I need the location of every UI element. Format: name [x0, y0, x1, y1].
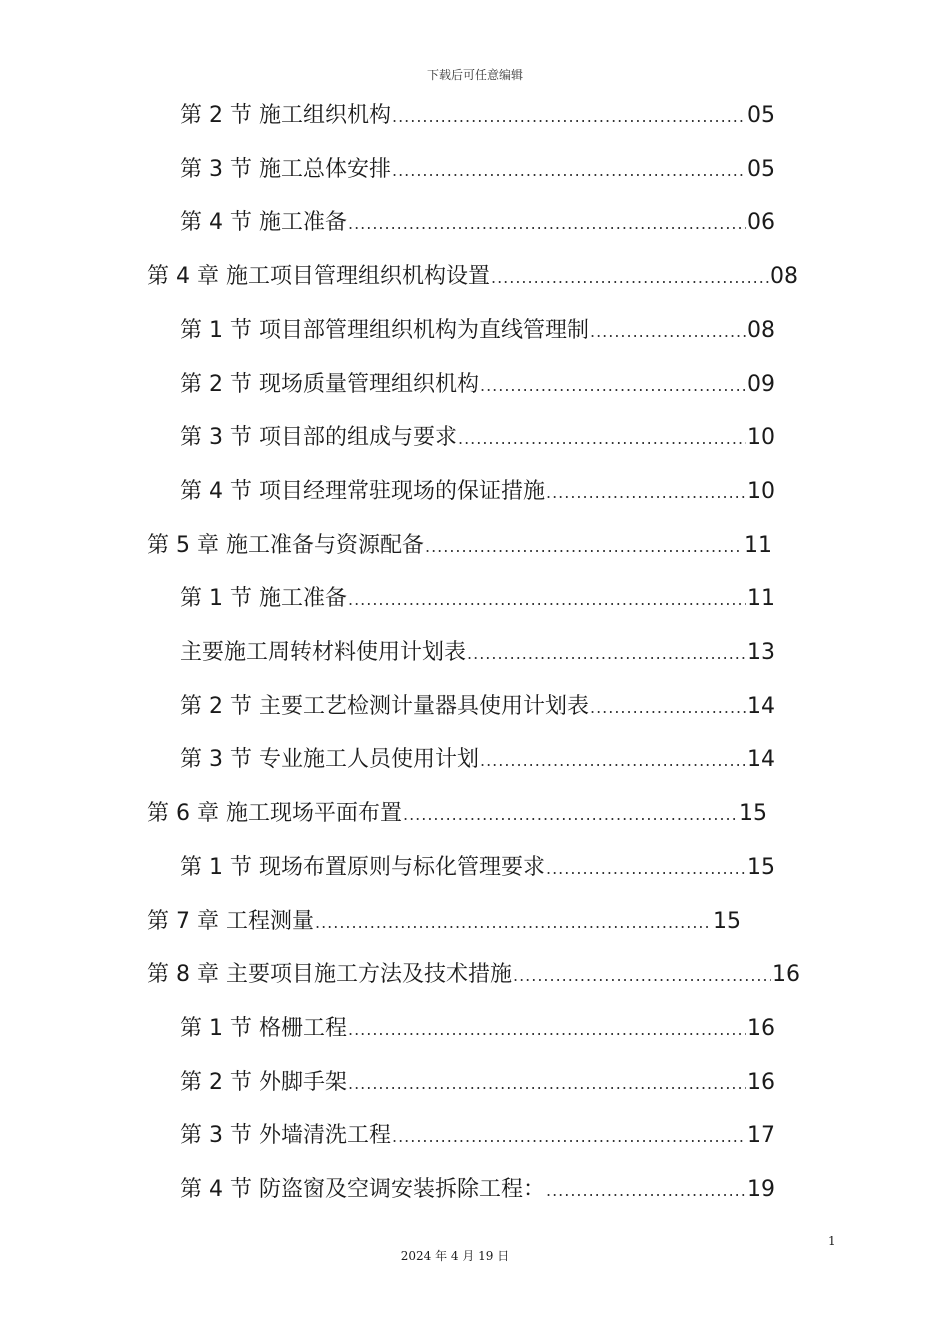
toc-entry-label: 第 8 章 主要项目施工方法及技术措施: [147, 962, 512, 988]
page-number: 1: [828, 1234, 836, 1248]
toc-dot-leader: [392, 155, 746, 187]
toc-entry-page: 19: [747, 1177, 775, 1202]
toc-entry-page: 11: [747, 586, 775, 612]
toc-section-entry[interactable]: [180, 207, 775, 239]
toc-section-entry[interactable]: [180, 691, 775, 723]
toc-chapter-entry[interactable]: [147, 530, 772, 562]
toc-entry-label: 第 6 章 施工现场平面布置: [147, 801, 402, 827]
toc-chapter-entry[interactable]: [147, 798, 767, 830]
toc-entry-label: 第 2 节 外脚手架: [180, 1069, 347, 1095]
toc-entry-page: 16: [747, 1069, 775, 1095]
toc-section-entry[interactable]: [180, 1067, 775, 1099]
toc-entry-page: 11: [744, 532, 772, 558]
toc-entry-page: 09: [747, 371, 775, 397]
toc-entry-page: 14: [747, 693, 775, 719]
toc-entry-page: 05: [747, 156, 775, 182]
toc-dot-leader: [546, 477, 746, 509]
toc-dot-leader: [348, 208, 746, 240]
toc-section-entry[interactable]: [180, 369, 775, 401]
toc-dot-leader: [467, 638, 746, 670]
toc-entry-label: 第 4 节 施工准备: [180, 210, 347, 236]
toc-entry-label: 主要施工周转材料使用计划表: [180, 640, 467, 665]
toc-entry-label: 第 4 章 施工项目管理组织机构设置: [147, 264, 490, 290]
toc-dot-leader: [546, 853, 746, 885]
toc-dot-leader: [403, 799, 738, 831]
toc-entry-label: 第 2 节 主要工艺检测计量器具使用计划表: [180, 693, 589, 719]
toc-section-entry[interactable]: [180, 1174, 775, 1206]
toc-dot-leader: [546, 1175, 746, 1207]
toc-dot-leader: [491, 262, 769, 294]
toc-section-entry[interactable]: [180, 1120, 775, 1152]
toc-entry-page: 15: [739, 801, 767, 827]
toc-entry-page: 10: [747, 425, 775, 451]
toc-entry-label: 第 1 节 施工准备: [180, 586, 347, 612]
toc-entry-label: 第 3 节 专业施工人员使用计划: [180, 747, 479, 773]
toc-entry-label: 第 3 节 外墙清洗工程: [180, 1123, 391, 1149]
footer-date: 2024 年 4 月 19 日: [400, 1249, 510, 1263]
toc-dot-leader: [458, 423, 746, 455]
toc-entry-page: 08: [747, 317, 775, 343]
toc-entry-page: 15: [713, 908, 741, 934]
toc-entry-page: 08: [770, 264, 798, 290]
toc-entry-page: 05: [747, 103, 775, 128]
toc-entry-label: 第 4 节 防盗窗及空调安装拆除工程：: [180, 1177, 545, 1202]
toc-entry-page: 16: [772, 962, 800, 988]
toc-entry-page: 14: [747, 747, 775, 773]
toc-entry-page: 10: [747, 478, 775, 504]
toc-chapter-entry[interactable]: [147, 906, 741, 938]
toc-entry-label: 第 3 节 施工总体安排: [180, 156, 391, 182]
toc-section-entry[interactable]: [180, 1013, 775, 1045]
toc-entry-label: 第 2 节 施工组织机构: [180, 103, 391, 128]
toc-section-entry[interactable]: [180, 100, 775, 132]
toc-entry-label: 第 1 节 项目部管理组织机构为直线管理制: [180, 317, 589, 343]
toc-dot-leader: [590, 316, 746, 348]
toc-entry-label: 第 3 节 项目部的组成与要求: [180, 425, 457, 451]
toc-section-entry[interactable]: [180, 744, 775, 776]
toc-section-entry[interactable]: [180, 476, 775, 508]
toc-section-entry[interactable]: [180, 637, 775, 669]
toc-entry-page: 16: [747, 1015, 775, 1041]
toc-entry-page: 13: [747, 640, 775, 665]
toc-section-entry[interactable]: [180, 154, 775, 186]
toc-section-entry[interactable]: [180, 422, 775, 454]
toc-dot-leader: [480, 745, 746, 777]
toc-dot-leader: [315, 907, 712, 939]
toc-entry-label: 第 5 章 施工准备与资源配备: [147, 532, 424, 558]
toc-section-entry[interactable]: [180, 315, 775, 347]
toc-dot-leader: [480, 370, 746, 402]
toc-entry-page: 15: [747, 854, 775, 880]
toc-entry-page: 17: [747, 1123, 775, 1149]
toc-entry-label: 第 2 节 现场质量管理组织机构: [180, 371, 479, 397]
toc-dot-leader: [348, 1014, 746, 1046]
toc-entry-label: 第 1 节 格栅工程: [180, 1015, 347, 1041]
toc-entry-label: 第 7 章 工程测量: [147, 908, 314, 934]
page-header: 下载后可任意编辑: [426, 68, 523, 82]
toc-entry-page: 06: [747, 210, 775, 236]
toc-entry-label: 第 1 节 现场布置原则与标化管理要求: [180, 854, 545, 880]
toc-entry-label: 第 4 节 项目经理常驻现场的保证措施: [180, 478, 545, 504]
toc-section-entry[interactable]: [180, 583, 775, 615]
toc-chapter-entry[interactable]: [147, 959, 800, 991]
toc-dot-leader: [348, 584, 746, 616]
toc-chapter-entry[interactable]: [147, 261, 798, 293]
toc-dot-leader: [392, 101, 746, 133]
toc-dot-leader: [392, 1121, 746, 1153]
toc-dot-leader: [513, 960, 771, 992]
toc-dot-leader: [425, 531, 743, 563]
toc-section-entry[interactable]: [180, 852, 775, 884]
toc-dot-leader: [348, 1068, 746, 1100]
toc-dot-leader: [590, 692, 746, 724]
